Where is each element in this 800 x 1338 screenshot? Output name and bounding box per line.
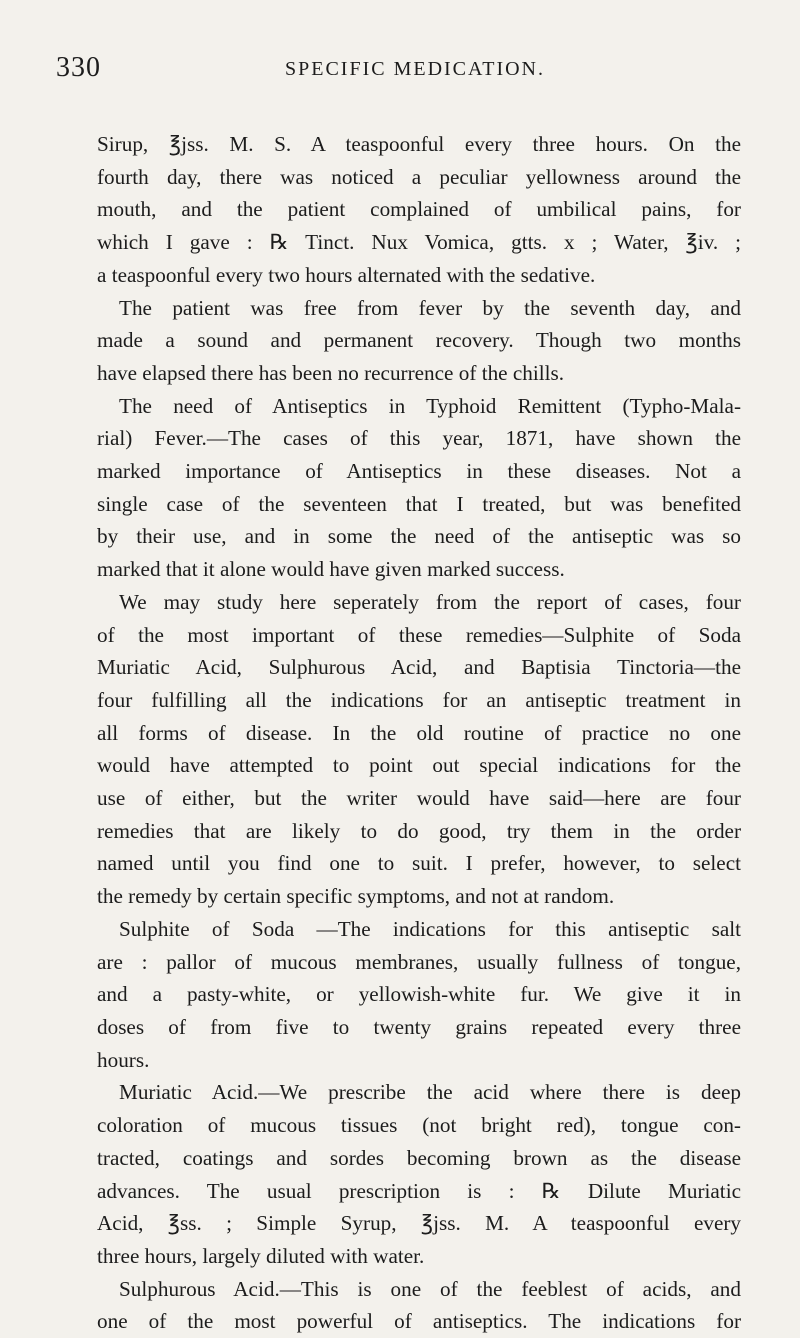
text-line: made a sound and permanent recovery. Though two months bbox=[97, 328, 741, 353]
text-line: mouth, and the patient complained of umbilical pains, for bbox=[97, 197, 741, 222]
text-line: one of the most powerful of antiseptics. The indications for bbox=[97, 1309, 741, 1334]
text-line: which I gave : ℞ Tinct. Nux Vomica, gtts. x ; Water, ℥iv. ; bbox=[97, 230, 741, 255]
text-line: of the most important of these remedies—Sulphite of Soda bbox=[97, 622, 741, 647]
text-line: by their use, and in some the need of the antiseptic was so bbox=[97, 524, 741, 549]
text-line: We may study here seperately from the report of cases, four bbox=[119, 589, 741, 614]
text-line: and a pasty-white, or yellowish-white fur. We give it in bbox=[97, 982, 741, 1007]
text-line: rial) Fever.—The cases of this year, 1871, have shown the bbox=[97, 426, 741, 451]
text-line: Sulphurous Acid.—This is one of the feeblest of acids, and bbox=[119, 1276, 741, 1301]
text-line: have elapsed there has been no recurrence of the chills. bbox=[97, 360, 565, 385]
text-line: named until you find one to suit. I prefer, however, to select bbox=[97, 851, 741, 876]
text-line: would have attempted to point out special indications for the bbox=[97, 753, 741, 778]
page-number: 330 bbox=[56, 52, 101, 83]
text-line: are : pallor of mucous membranes, usually fullness of tongue, bbox=[97, 949, 741, 974]
text-line: marked importance of Antiseptics in these diseases. Not a bbox=[97, 459, 741, 484]
text-line: remedies that are likely to do good, try them in the order bbox=[97, 818, 741, 843]
text-line: single case of the seventeen that I treated, but was benefited bbox=[97, 491, 741, 516]
text-line: Sirup, ℥jss. M. S. A teaspoonful every three hours. On the bbox=[97, 132, 741, 156]
text-line: four fulfilling all the indications for an antiseptic treatment in bbox=[97, 687, 741, 712]
text-line: use of either, but the writer would have said—here are four bbox=[97, 786, 741, 811]
text-line: tracted, coatings and sordes becoming brown as the disease bbox=[97, 1145, 741, 1170]
text-line: The patient was free from fever by the seventh day, and bbox=[119, 295, 741, 320]
text-line: Sulphite of Soda —The indications for this antiseptic salt bbox=[119, 916, 741, 941]
text-line: fourth day, there was noticed a peculiar yellowness around the bbox=[97, 164, 741, 189]
text-line: all forms of disease. In the old routine of practice no one bbox=[97, 720, 741, 745]
page-header bbox=[56, 52, 744, 92]
running-head: SPECIFIC MEDICATION. bbox=[284, 58, 546, 80]
text-line: Muriatic Acid.—We prescribe the acid where there is deep bbox=[119, 1080, 741, 1105]
text-line: doses of from five to twenty grains repeated every three bbox=[97, 1014, 741, 1039]
text-line: Muriatic Acid, Sulphurous Acid, and Baptisia Tinctoria—the bbox=[97, 655, 741, 680]
text-line: advances. The usual prescription is : ℞ Dilute Muriatic bbox=[97, 1178, 741, 1203]
text-line: coloration of mucous tissues (not bright red), tongue con- bbox=[97, 1113, 741, 1138]
text-line: a teaspoonful every two hours alternated with the sedative. bbox=[97, 262, 596, 287]
text-line: marked that it alone would have given marked success. bbox=[97, 557, 565, 582]
text-line: Acid, ℥ss. ; Simple Syrup, ℥jss. M. A teaspoonful every bbox=[97, 1211, 741, 1236]
text-line: the remedy by certain specific symptoms, and not at random. bbox=[97, 884, 615, 909]
text-line: three hours, largely diluted with water. bbox=[97, 1243, 425, 1268]
body-text bbox=[97, 128, 741, 1338]
text-line: The need of Antiseptics in Typhoid Remittent (Typho-Mala- bbox=[119, 393, 741, 418]
text-line: hours. bbox=[97, 1047, 150, 1072]
